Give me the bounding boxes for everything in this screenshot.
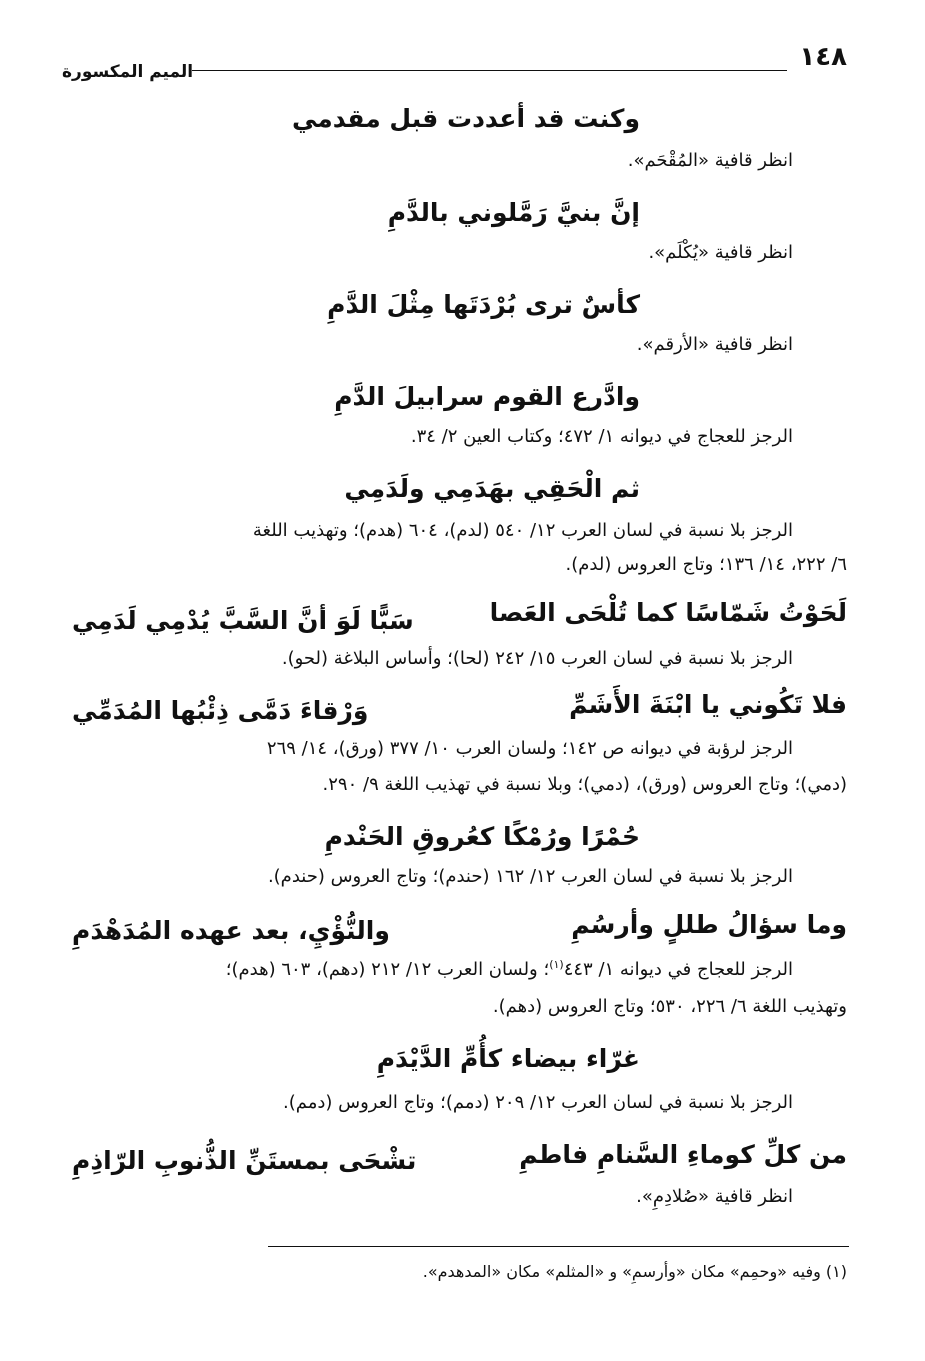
verse-hemistich-left: وَرْقاءَ دَمَّى ذِئْبُها المُدَمِّي bbox=[72, 696, 369, 725]
verse-hemistich-left: والنُّؤْيِ، بعد عهده المُدَهْدَمِ bbox=[72, 916, 390, 945]
verse-note: الرجز بلا نسبة في لسان العرب ١٢/ ١٦٢ (حندم)؛ وتاج العروس (حندم). bbox=[267, 866, 793, 887]
header-rule bbox=[192, 70, 787, 71]
verse-note-line-1: الرجز بلا نسبة في لسان العرب ١٢/ ٥٤٠ (لدم)، ٦٠٤ (هدم)؛ وتهذيب اللغة bbox=[252, 520, 793, 541]
verse-line: وكنت قد أعددت قبل مقدمي bbox=[292, 104, 640, 133]
verse-note: انظر قافية «المُقْحَم». bbox=[627, 150, 793, 171]
verse-note: انظر قافية «صُلادِمِ». bbox=[636, 1186, 793, 1207]
verse-hemistich-left: تشْحَى بمستَنِّ الذُّنوبِ الرّاذِمِ bbox=[72, 1146, 417, 1175]
verse-hemistich-right: من كلِّ كوماءِ السَّنامِ فاطمِ bbox=[519, 1140, 847, 1169]
verse-hemistich-left: سَبًّا لَوَ أنَّ السَّبَّ يُدْمِي لَدَمِي bbox=[72, 606, 414, 635]
verse-line: وادَّرع القوم سرابيلَ الدَّمِ bbox=[334, 382, 640, 411]
verse-line: إنَّ بنيَّ رَمَّلوني بالدَّمِ bbox=[387, 198, 640, 227]
page-header bbox=[62, 42, 847, 82]
verse-line: غرّاء بيضاء كأُمِّ الدَّيْدَمِ bbox=[376, 1044, 640, 1073]
verse-line: حُمْرًا ورُمْكًا كعُروقِ الحَنْدمِ bbox=[324, 822, 640, 851]
verse-note: الرجز بلا نسبة في لسان العرب ١٢/ ٢٠٩ (دمم)؛ وتاج العروس (دمم). bbox=[282, 1092, 793, 1113]
verse-note: الرجز للعجاج في ديوانه ١/ ٤٧٢؛ وكتاب العين ٢/ ٣٤. bbox=[410, 426, 793, 447]
verse-note: انظر قافية «الأرقم». bbox=[636, 334, 793, 355]
verse-hemistich-right: فلا تَكُوني يا ابْنَةَ الأَشَمِّ bbox=[569, 690, 847, 719]
verse-note-line-1: الرجز لرؤبة في ديوانه ص ١٤٢؛ ولسان العرب ١٠/ ٣٧٧ (ورق)، ١٤/ ٢٦٩ bbox=[266, 738, 793, 759]
verse-note-line-2: وتهذيب اللغة ٦/ ٢٢٦، ٥٣٠؛ وتاج العروس (دهم). bbox=[492, 996, 847, 1017]
verse-note-line-2: (دمي)؛ وتاج العروس (ورق)، (دمي)؛ وبلا نسبة في تهذيب اللغة ٩/ ٢٩٠. bbox=[322, 774, 847, 795]
verse-hemistich-right: لَحَوْتُ شَمّاسًا كما تُلْحَى العَصا bbox=[489, 598, 847, 627]
page-number: ١٤٨ bbox=[799, 42, 847, 72]
running-title: الميم المكسورة bbox=[62, 62, 194, 82]
footnote-reference-marker: (١) bbox=[549, 958, 564, 971]
verse-note-line-1 bbox=[226, 958, 793, 980]
footnote-rule bbox=[268, 1246, 849, 1247]
verse-note-text: الرجز للعجاج في ديوانه ١/ ٤٤٣$^{(١)}$؛ ولسان العرب ١٢/ ٢١٢ (دهم)، ٦٠٣ (هدم)؛ bbox=[225, 958, 793, 980]
footnote: (١) وفيه «وحمِم» مكان «وأرسمِ» و «المثلم» مكان «المدهدم». bbox=[422, 1262, 847, 1281]
verse-line: ثم الْحَقِي بهَدَمِي ولَدَمِي bbox=[344, 474, 640, 503]
verse-hemistich-right: وما سؤالُ طللٍ وأرسُمِ bbox=[571, 910, 847, 939]
verse-note: انظر قافية «يُكْلَم». bbox=[648, 242, 793, 263]
verse-note-line-2: ٦/ ٢٢٢، ١٤/ ١٣٦؛ وتاج العروس (لدم). bbox=[565, 554, 847, 575]
verse-line: كأسٌ ترى بُرْدَتَها مِثْلَ الدَّمِ bbox=[327, 290, 640, 319]
verse-note: الرجز بلا نسبة في لسان العرب ١٥/ ٢٤٢ (لحا)؛ وأساس البلاغة (لحو). bbox=[281, 648, 793, 669]
